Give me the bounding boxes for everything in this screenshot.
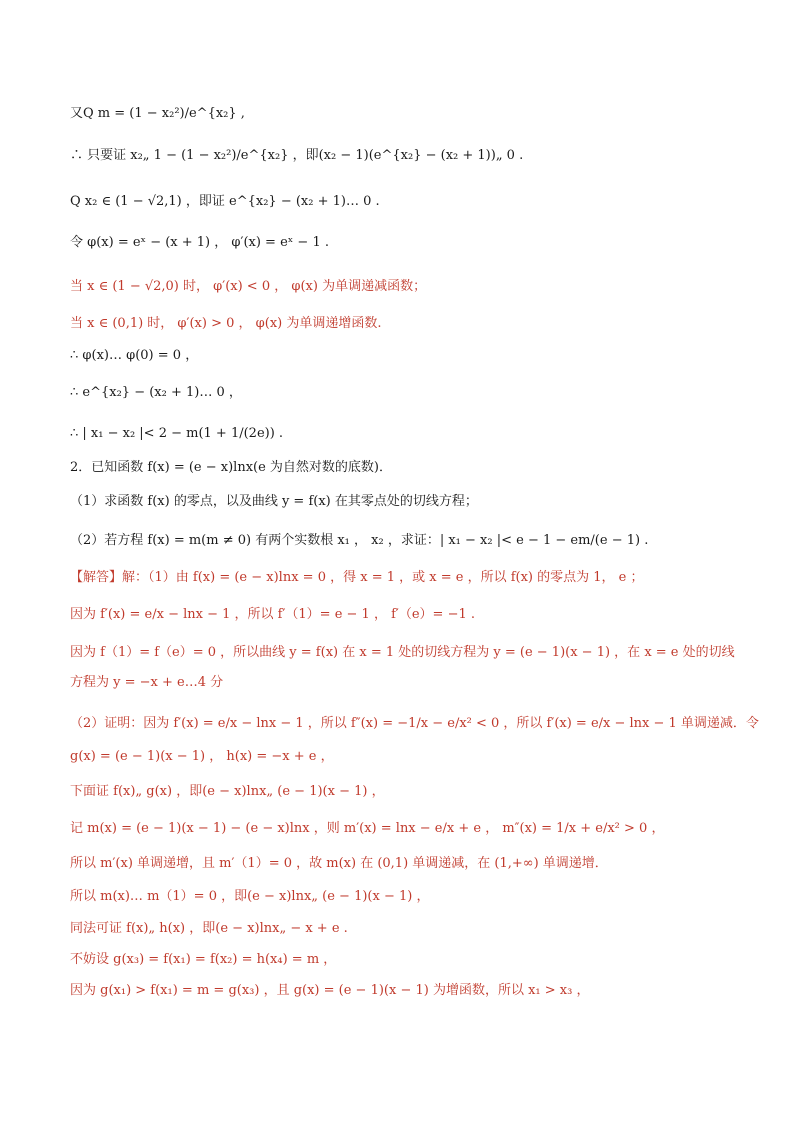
problem-2-statement: 2．已知函数 f(x) = (e − x)lnx(e 为自然对数的底数)． bbox=[70, 460, 393, 475]
text-line-7: ∴ φ(x)… φ(0) = 0 ， bbox=[70, 348, 199, 363]
text-line-24: 不妨设 g(x₃) = f(x₁) = f(x₂) = h(x₄) = m ， bbox=[70, 952, 337, 967]
text-line-3: Q x₂ ∈ (1 − √2,1) ，即证 e^{x₂} − (x₂ + 1)… 0 . bbox=[70, 194, 380, 209]
text-line-15: 因为 f（1）= f（e）= 0 ，所以曲线 y = f(x) 在 x = 1 处的切线方程为 y = (e − 1)(x − 1) ，在 x = e 处的切线 bbox=[70, 645, 735, 660]
text-line-20: 记 m(x) = (e − 1)(x − 1) − (e − x)lnx ，则 m′(x) = lnx − e/x + e ， m″(x) = 1/x + e/x² > 0 ， bbox=[70, 821, 665, 836]
text-line-4: 令 φ(x) = eˣ − (x + 1) ， φ′(x) = eˣ − 1 . bbox=[70, 235, 329, 250]
text-line-25: 因为 g(x₁) > f(x₁) = m = g(x₃) ，且 g(x) = (e − 1)(x − 1) 为增函数，所以 x₁ > x₃ ， bbox=[70, 983, 590, 998]
text-line-6: 当 x ∈ (0,1) 时， φ′(x) > 0 ， φ(x) 为单调递增函数. bbox=[70, 316, 382, 331]
text-line-8: ∴ e^{x₂} − (x₂ + 1)… 0 ， bbox=[70, 385, 242, 400]
text-line-5: 当 x ∈ (1 − √2,0) 时， φ′(x) < 0 ， φ(x) 为单调递减函数； bbox=[70, 279, 427, 294]
text-line-9: ∴ | x₁ − x₂ |< 2 − m(1 + 1/(2e)) . bbox=[70, 426, 284, 441]
text-line-18: g(x) = (e − 1)(x − 1) ， h(x) = −x + e ， bbox=[70, 749, 334, 764]
text-line-23: 同法可证 f(x)„ h(x) ，即(e − x)lnx„ − x + e . bbox=[70, 921, 348, 936]
problem-2-part-1: （1）求函数 f(x) 的零点，以及曲线 y = f(x) 在其零点处的切线方程； bbox=[70, 494, 478, 509]
text-line-1: 又Q m = (1 − x₂²)/e^{x₂} , bbox=[70, 106, 245, 121]
problem-2-part-2: （2）若方程 f(x) = m(m ≠ 0) 有两个实数根 x₁ ， x₂ ，求证：| x₁ − x₂ |< e − 1 − em/(e − 1) . bbox=[70, 533, 649, 548]
text-line-21: 所以 m′(x) 单调递增，且 m′（1）= 0 ，故 m(x) 在 (0,1) 单调递减，在 (1,+∞) 单调递增． bbox=[70, 856, 608, 871]
solution-heading: 【解答】解：（1）由 f(x) = (e − x)lnx = 0 ，得 x = 1 ，或 x = e ，所以 f(x) 的零点为 1， e ； bbox=[70, 570, 644, 585]
text-line-16: 方程为 y = −x + e…4 分 bbox=[70, 675, 224, 690]
text-line-22: 所以 m(x)… m（1）= 0 ，即(e − x)lnx„ (e − 1)(x − 1) ， bbox=[70, 889, 430, 904]
text-line-2: ∴ 只要证 x₂„ 1 − (1 − x₂²)/e^{x₂} ，即(x₂ − 1)(e^{x₂} − (x₂ + 1))„ 0 . bbox=[70, 148, 524, 163]
text-line-14: 因为 f′(x) = e/x − lnx − 1 ，所以 f′（1）= e − 1 ， f′（e）= −1 . bbox=[70, 607, 475, 622]
text-line-17: （2）证明：因为 f′(x) = e/x − lnx − 1 ，所以 f″(x) = −1/x − e/x² < 0 ，所以 f′(x) = e/x − lnx − 1 单调递减．令 bbox=[70, 716, 759, 731]
text-line-19: 下面证 f(x)„ g(x) ，即(e − x)lnx„ (e − 1)(x − 1) ， bbox=[70, 784, 385, 799]
